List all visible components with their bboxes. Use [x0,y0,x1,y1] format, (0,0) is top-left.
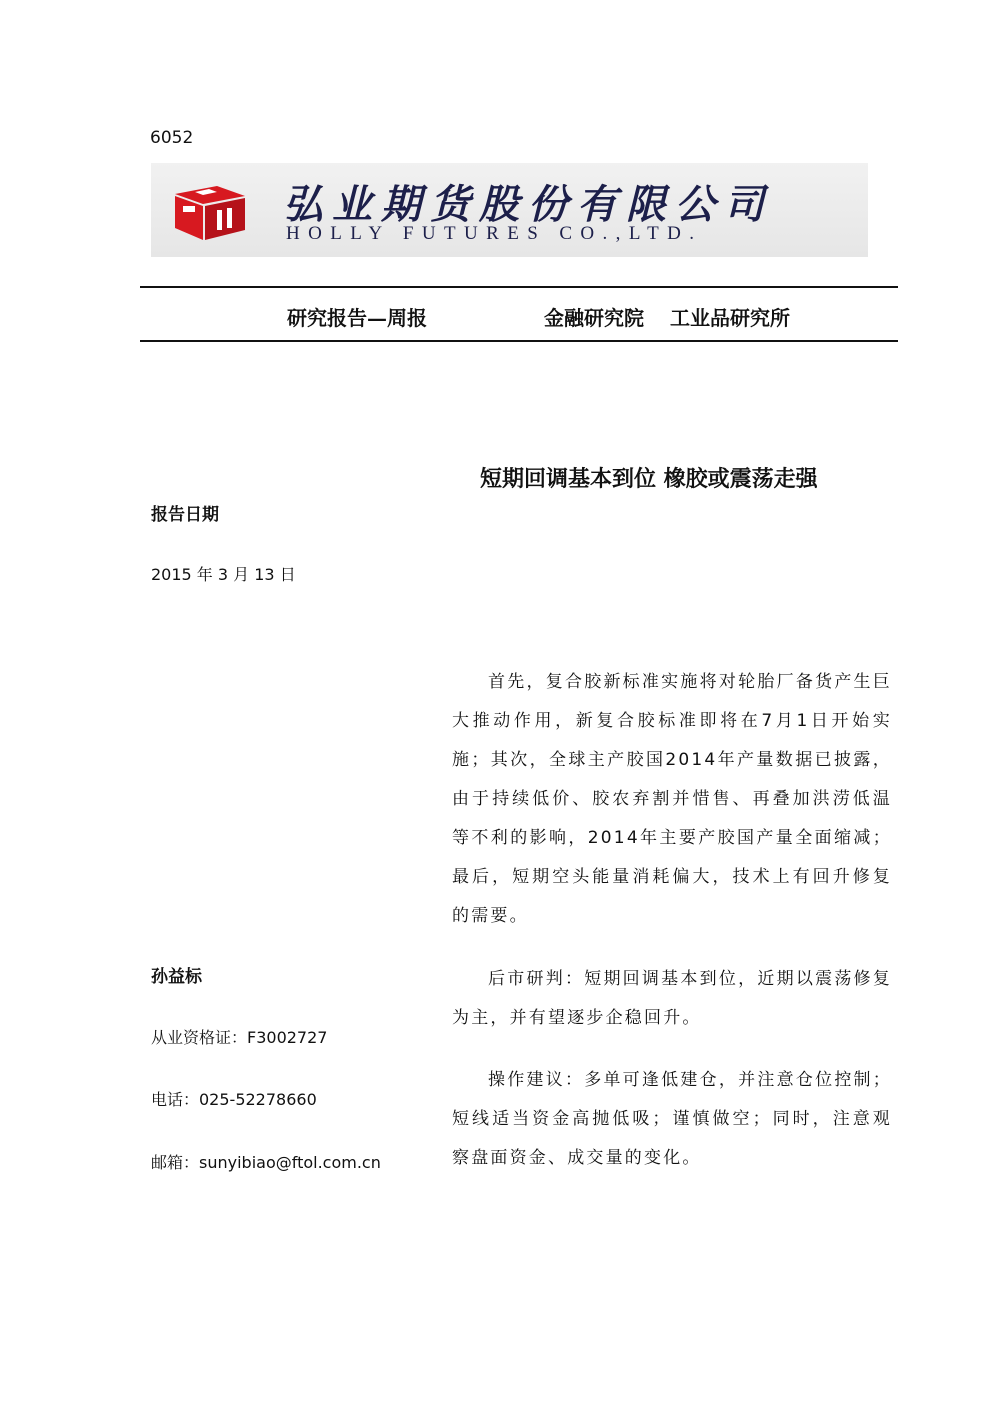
trading-advice-paragraph: 操作建议：多单可逢低建仓，并注意仓位控制；短线适当资金高抛低吸；谨慎做空；同时，注意观察盘面资金、成交量的变化。 [452,1070,892,1168]
department-name: 金融研究院 [544,306,644,330]
report-date-value: 2015 年 3 月 13 日 [151,565,296,584]
header-bottom-rule [140,340,898,342]
report-date-label: 报告日期 [151,505,219,525]
logo-company-name-cn: 弘业期货股份有限公司 [283,181,773,228]
logo-company-name-en: HOLLY FUTURES CO.,LTD. [286,223,703,244]
author-phone: 电话：025-52278660 [151,1090,317,1109]
department-line [544,302,790,331]
page-number: 6052 [150,128,194,148]
institute-name: 工业品研究所 [670,306,790,330]
author-license: 从业资格证：F3002727 [151,1028,328,1047]
holly-box-logo-icon [169,176,249,242]
company-logo-banner [151,163,868,257]
author-email: 邮箱：sunyibiao@ftol.com.cn [151,1153,381,1172]
report-title: 短期回调基本到位 橡胶或震荡走强 [480,466,818,492]
header-top-rule [140,286,898,288]
report-type: 研究报告—周报 [287,306,427,330]
author-name: 孙益标 [151,967,202,987]
market-outlook-paragraph: 后市研判：短期回调基本到位，近期以震荡修复为主，并有望逐步企稳回升。 [452,969,892,1028]
analysis-paragraph: 首先，复合胶新标准实施将对轮胎厂备货产生巨大推动作用，新复合胶标准即将在7月1日开始实施；其次，全球主产胶国2014年产量数据已披露，由于持续低价、胶农弃割并惜售、再叠加洪涝低温等不利的影响，2014年主要产胶国产量全面缩减；最后，短期空头能量消耗偏大，技术上有回升修复的需要。 [452,672,892,926]
